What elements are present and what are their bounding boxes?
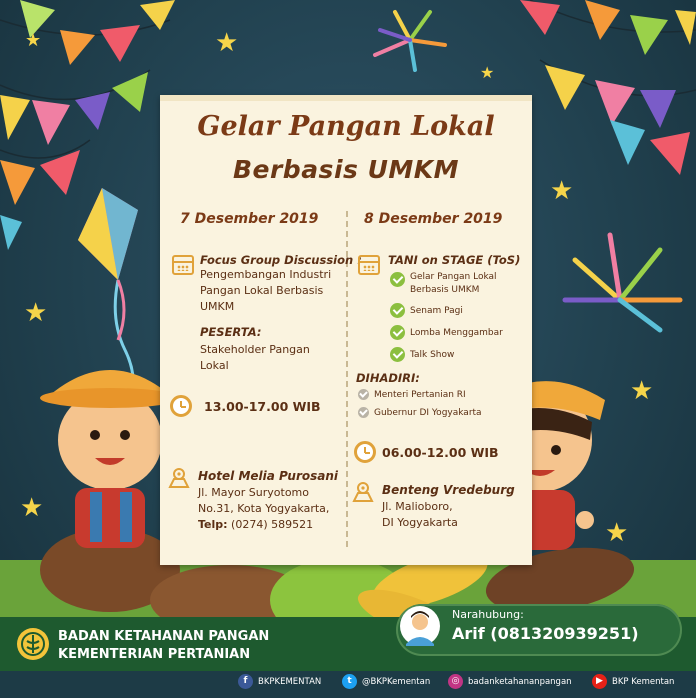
day2-address-line: DI Yogyakarta [382,516,458,529]
stage-item: Talk Show [410,350,455,360]
facebook-icon[interactable]: f [238,674,253,689]
bunting-flag [630,15,668,55]
stage-item: Gelar Pangan Lokal [410,272,497,282]
calendar-icon [172,255,194,275]
bunting-flag [32,100,70,145]
bunting-flag [585,0,620,40]
check-icon [390,347,405,362]
clock-icon [170,395,192,417]
organizer-name: BADAN KETAHANAN PANGAN [58,629,270,644]
day1-phone [198,517,313,533]
day1-venue: Hotel Melia Purosani [198,469,339,483]
star-icon: ★ [24,298,48,328]
day2-date: 8 Desember 2019 [364,211,503,227]
day2-address-line: Jl. Malioboro, [382,500,453,513]
star-icon: ★ [550,176,574,206]
bunting-flag [520,0,560,35]
bunting-flag [112,72,148,112]
fireworks-top [375,12,445,70]
check-icon [390,325,405,340]
twitter-icon[interactable]: t [342,674,357,689]
contact-label: Narahubung: [452,608,524,621]
bunting-flag [0,95,30,140]
star-icon: ★ [480,63,495,82]
guest-item: Menteri Pertanian RI [374,390,466,400]
event-info-card [160,95,532,565]
star-icon: ★ [20,493,44,523]
contact-value: Arif (081320939251) [452,624,639,643]
peserta-line: Stakeholder Pangan [200,343,310,356]
map-pin-icon [168,467,190,489]
ministry-logo-icon [16,627,50,661]
dihadiri-heading: DIHADIRI: [356,371,420,385]
guest-item: Gubernur DI Yogyakarta [374,408,482,418]
bunting-flag [545,65,585,110]
fgd-line: Pengembangan Industri [200,268,332,281]
clock-icon [354,441,376,463]
bunting-flag [610,120,645,165]
youtube-icon[interactable]: ▶ [592,674,607,689]
stage-item: Lomba Menggambar [410,328,503,338]
calendar-icon [358,255,380,275]
day1-date: 7 Desember 2019 [180,211,319,227]
stage-heading: TANI on STAGE (ToS) [388,253,521,267]
day1-address-line: Jl. Mayor Suryotomo [198,486,309,499]
bunting-flag [60,30,95,65]
phone-number: (0274) 589521 [227,518,314,531]
bunting-flag [675,10,696,45]
check-icon [390,272,405,287]
star-icon: ★ [25,30,42,51]
bunting-flag [40,150,80,195]
star-icon: ★ [605,518,629,548]
check-icon [358,407,369,418]
bunting-flag [0,215,22,250]
day2-time: 06.00-12.00 WIB [382,445,499,460]
day1-time: 13.00-17.00 WIB [204,399,321,414]
peserta-heading: PESERTA: [200,325,262,339]
contact-person-avatar [398,604,442,652]
star-icon: ★ [630,376,654,406]
fireworks-right [565,235,680,330]
bunting-flag [100,25,140,62]
day1-address-line: No.31, Kota Yogyakarta, [198,502,330,515]
stage-item: Berbasis UMKM [410,285,480,295]
check-icon [390,303,405,318]
instagram-icon[interactable]: ◎ [448,674,463,689]
check-icon [358,389,369,400]
fgd-line: Pangan Lokal Berbasis [200,284,324,297]
bunting-flag [140,0,175,30]
event-title: Gelar Pangan Lokal [197,111,495,142]
phone-label: Telp: [198,518,228,531]
fgd-line: UMKM [200,300,235,313]
event-subtitle: Berbasis UMKM [232,155,460,184]
facebook-handle[interactable]: BKPKEMENTAN [258,677,322,687]
fgd-heading: Focus Group Discussion : [200,253,362,267]
map-pin-icon [352,481,374,503]
instagram-handle[interactable]: badanketahananpangan [468,677,572,687]
youtube-handle[interactable]: BKP Kementan [612,677,675,687]
bunting-flag [640,90,676,128]
bunting-flag [650,132,690,175]
star-icon: ★ [215,28,239,58]
bunting-flag [595,80,635,125]
organizer-ministry: KEMENTERIAN PERTANIAN [58,647,251,662]
twitter-handle[interactable]: @BKPKementan [362,677,431,687]
bunting-flag [0,160,35,205]
day2-venue: Benteng Vredeburg [382,483,515,497]
peserta-line: Lokal [200,359,229,372]
stage-item: Senam Pagi [410,306,463,316]
